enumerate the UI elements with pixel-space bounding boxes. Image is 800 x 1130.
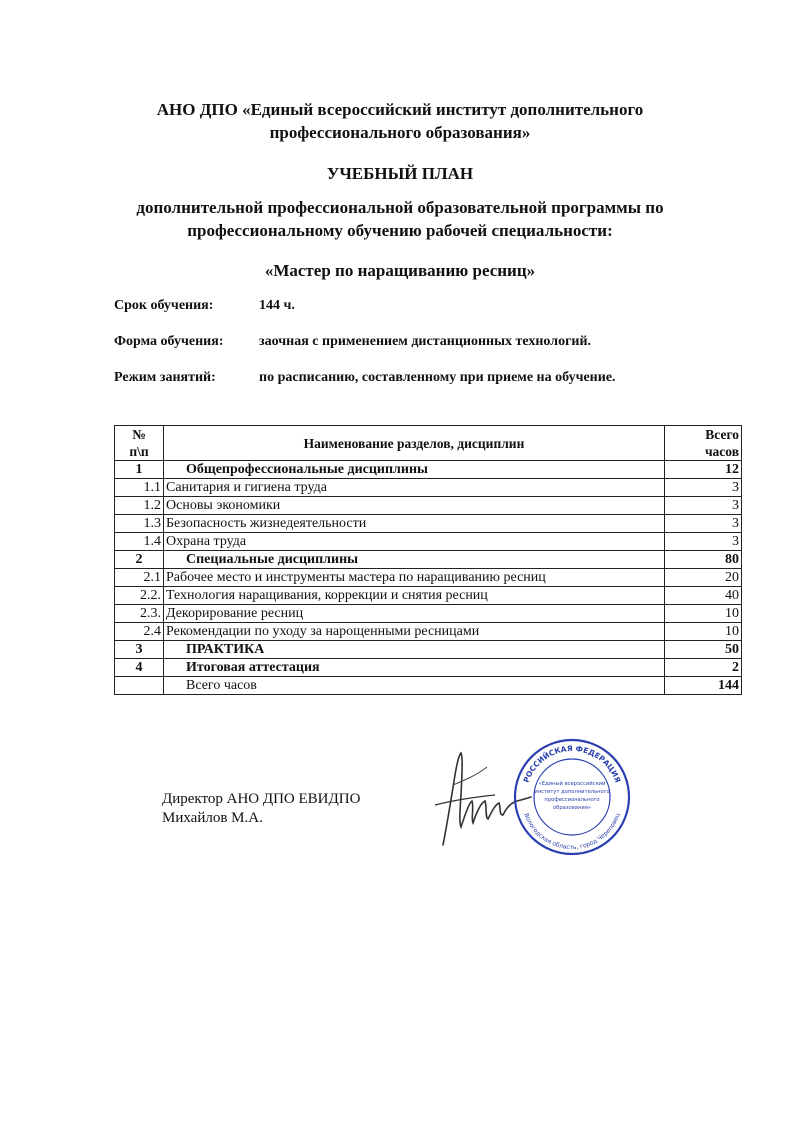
curriculum-table [114,425,742,695]
row-num: 1.1 [115,479,164,497]
row-hours: 20 [665,569,742,587]
row-num: 2.2. [115,587,164,605]
header-num-line-2: п\п [129,444,149,459]
org-line-2: профессионального образования» [269,123,531,142]
row-hours: 144 [665,677,742,695]
svg-text:институт дополнительного: институт дополнительного [534,789,610,795]
table-row [115,605,742,623]
row-name: Декорирование ресниц [164,605,665,623]
form-value: заочная с применением дистанционных технологий. [259,334,592,349]
row-hours: 12 [665,461,742,479]
row-num: 1 [115,461,164,479]
svg-text:«Единый всероссийский: «Единый всероссийский [538,781,606,787]
table-row [115,569,742,587]
row-num: 2.4 [115,623,164,641]
seal-outer-text: РОССИЙСКАЯ ФЕДЕРАЦИЯ [521,743,623,784]
row-hours: 2 [665,659,742,677]
row-name: Рекомендации по уходу за нарощенными ресницами [164,623,665,641]
row-num: 4 [115,659,164,677]
table-row [115,551,742,569]
program-name: «Мастер по наращиванию ресниц» [264,261,536,280]
table-row [115,515,742,533]
row-num: 1.3 [115,515,164,533]
row-num: 1.2 [115,497,164,515]
duration-line [114,298,295,314]
row-name: Основы экономики [164,497,665,515]
official-seal-image [512,737,632,857]
row-hours: 3 [665,515,742,533]
table-total-row [115,677,742,695]
row-num: 1.4 [115,533,164,551]
row-name: Общепрофессиональные дисциплины [164,461,665,479]
form-line [114,334,591,350]
table-row [115,497,742,515]
subtitle-line-2: профессиональному обучению рабочей специальности: [187,221,613,240]
table-row [115,641,742,659]
schedule-value: по расписанию, составленному при приеме на обучение. [259,370,616,385]
row-name: Рабочее место и инструменты мастера по наращиванию ресниц [164,569,665,587]
subtitle-line-1: дополнительной профессиональной образовательной программы по [136,198,664,217]
table-header-row [115,426,742,461]
header-hours [665,426,742,461]
seal-bottom-text: Вологодская область, город Череповец [522,812,622,852]
schedule-label: Режим занятий: [114,370,216,385]
duration-label: Срок обучения: [114,298,214,313]
table-row [115,659,742,677]
row-hours: 3 [665,497,742,515]
org-line-1: АНО ДПО «Единый всероссийский институт дополнительного [156,100,644,119]
svg-text:профессионального: профессионального [544,797,600,803]
row-num: 3 [115,641,164,659]
duration-value: 144 ч. [259,298,295,313]
seal-center-text [534,780,609,811]
table-row [115,623,742,641]
organization-name [0,98,800,144]
schedule-line [114,370,616,386]
table-row [115,533,742,551]
table-row [115,479,742,497]
director-block [162,790,360,828]
row-num [115,677,164,695]
director-name: Михайлов М.А. [162,810,263,826]
row-hours: 40 [665,587,742,605]
row-name: Охрана труда [164,533,665,551]
row-name: Технология наращивания, коррекции и снятия ресниц [164,587,665,605]
row-hours: 3 [665,533,742,551]
row-hours: 50 [665,641,742,659]
row-num: 2.3. [115,605,164,623]
row-hours: 10 [665,605,742,623]
table-row [115,461,742,479]
row-name: Специальные дисциплины [164,551,665,569]
row-name: Всего часов [164,677,665,695]
header-num [115,426,164,461]
header-hours-line-2: часов [704,444,739,459]
director-title: Директор АНО ДПО ЕВИДПО [162,791,361,807]
document-subtitle [0,196,800,242]
row-hours: 80 [665,551,742,569]
row-num: 2 [115,551,164,569]
row-name: Санитария и гигиена труда [164,479,665,497]
header-name: Наименование разделов, дисциплин [164,426,665,461]
row-num: 2.1 [115,569,164,587]
form-label: Форма обучения: [114,334,224,349]
document-title: УЧЕБНЫЙ ПЛАН [326,164,474,183]
row-name: Безопасность жизнедеятельности [164,515,665,533]
table-row [115,587,742,605]
row-name: ПРАКТИКА [164,641,665,659]
row-hours: 3 [665,479,742,497]
header-num-line-1: № [132,427,146,442]
row-hours: 10 [665,623,742,641]
header-hours-line-1: Всего [705,427,739,442]
row-name: Итоговая аттестация [164,659,665,677]
svg-text:образования»: образования» [552,805,592,811]
